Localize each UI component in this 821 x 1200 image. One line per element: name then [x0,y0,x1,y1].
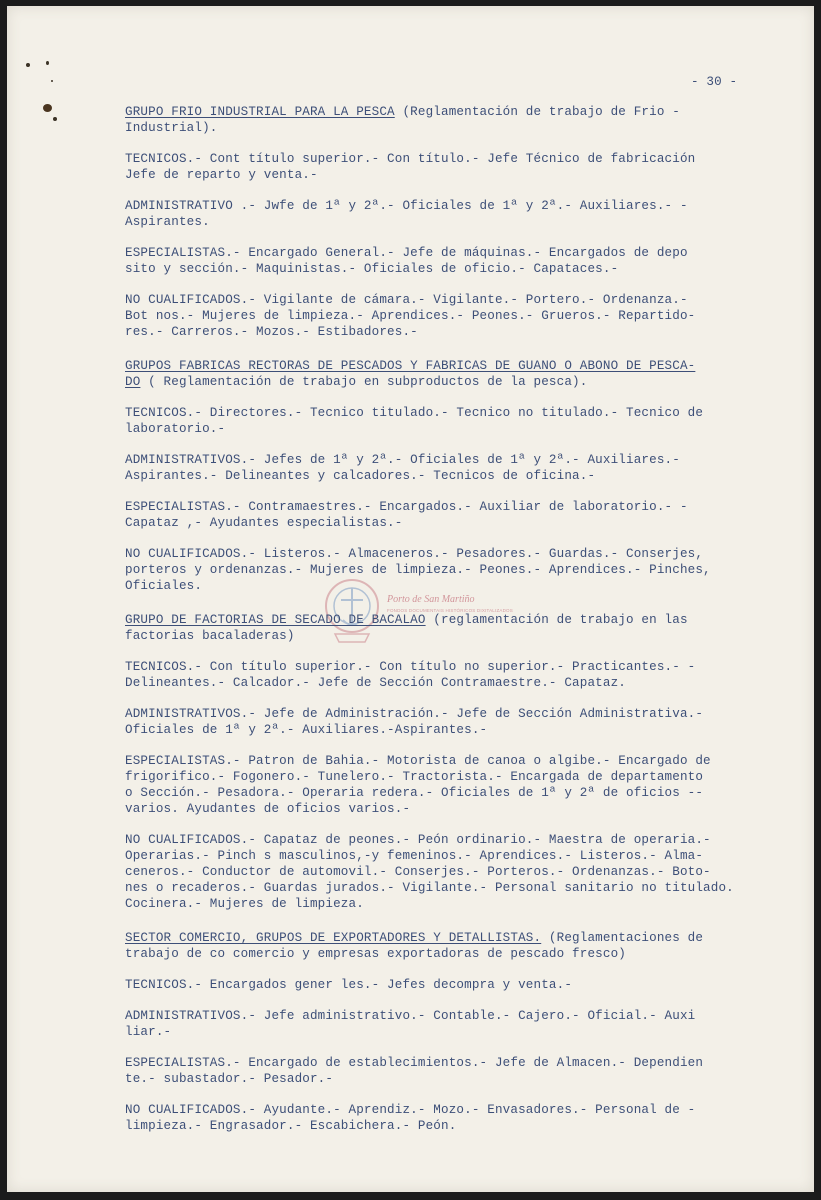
section-heading [125,612,765,644]
category-especialistas: ESPECIALISTAS.- Encargado de establecimientos.- Jefe de Almacen.- Dependien te.- subastador.- Pesador.- [125,1056,704,1086]
section-frio-industrial [125,104,765,340]
archive-stamp-subtitle: FONDOS DOCUMENTAIS HISTÓRICOS DIXITALIZADOS [387,608,513,613]
document-page [7,6,814,1192]
section-comercio [125,930,765,1134]
category-tecnicos: TECNICOS.- Encargados gener les.- Jefes decompra y venta.- [125,978,573,992]
section-heading [125,930,765,962]
section-title: GRUPO DE FACTORIAS DE SECADO DE BACALAO [125,613,426,627]
category-tecnicos: TECNICOS.- Con título superior.- Con título no superior.- Practicantes.- - Delineantes.- Calcador.- Jefe de Sección Contramaestre.- Capataz. [125,660,696,690]
archive-stamp-title: Porto de San Martiño [387,594,475,605]
category-no-cualificados: NO CUALIFICADOS.- Ayudante.- Aprendiz.- Mozo.- Envasadores.- Personal de - limpieza.- Engrasador.- Escabichera.- Peón. [125,1103,696,1133]
section-fabricas-pescados [125,358,765,594]
section-heading [125,358,765,390]
category-tecnicos: TECNICOS.- Cont título superior.- Con título.- Jefe Técnico de fabricación Jefe de reparto y venta.- [125,152,696,182]
section-title: GRUPO FRIO INDUSTRIAL PARA LA PESCA [125,105,395,119]
category-especialistas: ESPECIALISTAS.- Patron de Bahia.- Motorista de canoa o algibe.- Encargado de frigorifico.- Fogonero.- Tunelero.- Tractorista.- Encargada de departamento o Sección.- Pesadora.- Operaria redera.- Oficiales de 1ª y 2ª de oficios -- varios. Ayudantes de oficios varios.- [125,754,711,816]
document-body [125,104,765,1152]
section-title: SECTOR COMERCIO, GRUPOS DE EXPORTADORES Y DETALLISTAS. [125,931,542,945]
margin-mark [51,80,53,82]
section-regulation: (reglamentación de trabajo en las factorias bacaladeras) [125,613,688,643]
category-no-cualificados: NO CUALIFICADOS.- Listeros.- Almaceneros.- Pesadores.- Guardas.- Conserjes, porteros y ordenanzas.- Mujeres de limpieza.- Peones.- Aprendices.- Pinches, Oficiales. [125,547,711,593]
margin-mark [26,63,30,67]
category-no-cualificados: NO CUALIFICADOS.- Capataz de peones.- Peón ordinario.- Maestra de operaria.- Operarias.- Pinch s masculinos,-y femeninos.- Aprendices.- Listeros.- Alma- ceneros.- Conductor de automovil.- Conserjes.- Porteros.- Ordenanzas.- Boto- nes o recaderos.- Guardas jurados.- Vigilante.- Personal sanitario no titulado. Cocinera.- Mujeres de limpieza. [125,833,734,911]
section-factorias-bacalao [125,612,765,912]
page-number: - 30 - [691,75,738,89]
section-title: GRUPOS FABRICAS RECTORAS DE PESCADOS Y FABRICAS DE GUANO O ABONO DE PESCA- DO [125,359,696,389]
margin-mark [46,61,49,65]
category-tecnicos: TECNICOS.- Directores.- Tecnico titulado.- Tecnico no titulado.- Tecnico de laboratorio.- [125,406,704,436]
category-especialistas: ESPECIALISTAS.- Encargado General.- Jefe de máquinas.- Encargados de depo sito y sección.- Maquinistas.- Oficiales de oficio.- Capataces.- [125,246,688,276]
category-administrativos: ADMINISTRATIVOS.- Jefe de Administración.- Jefe de Sección Administrativa.- Oficiales de 1ª y 2ª.- Auxiliares.-Aspirantes.- [125,707,704,737]
section-regulation: (Reglamentación de trabajo de Frio - Industrial). [125,105,680,135]
margin-mark [53,117,57,121]
category-administrativos: ADMINISTRATIVOS.- Jefe administrativo.- Contable.- Cajero.- Oficial.- Auxi liar.- [125,1009,696,1039]
section-heading [125,104,765,136]
category-administrativos: ADMINISTRATIVO .- Jwfe de 1ª y 2ª.- Oficiales de 1ª y 2ª.- Auxiliares.- - Aspirantes. [125,199,688,229]
category-especialistas: ESPECIALISTAS.- Contramaestres.- Encargados.- Auxiliar de laboratorio.- - Capataz ,- Ayudantes especialistas.- [125,500,688,530]
margin-mark [43,104,52,112]
section-regulation: (Reglamentaciones de trabajo de co comercio y empresas exportadoras de pescado fresco) [125,931,704,961]
section-regulation: ( Reglamentación de trabajo en subproductos de la pesca). [140,375,588,389]
category-no-cualificados: NO CUALIFICADOS.- Vigilante de cámara.- Vigilante.- Portero.- Ordenanza.- Bot nos.- Mujeres de limpieza.- Aprendices.- Peones.- Grueros.- Repartido- res.- Carreros.- Mozos.- Estibadores.- [125,293,696,339]
category-administrativos: ADMINISTRATIVOS.- Jefes de 1ª y 2ª.- Oficiales de 1ª y 2ª.- Auxiliares.- Aspirantes.- Delineantes y calcadores.- Tecnicos de oficina.- [125,453,680,483]
